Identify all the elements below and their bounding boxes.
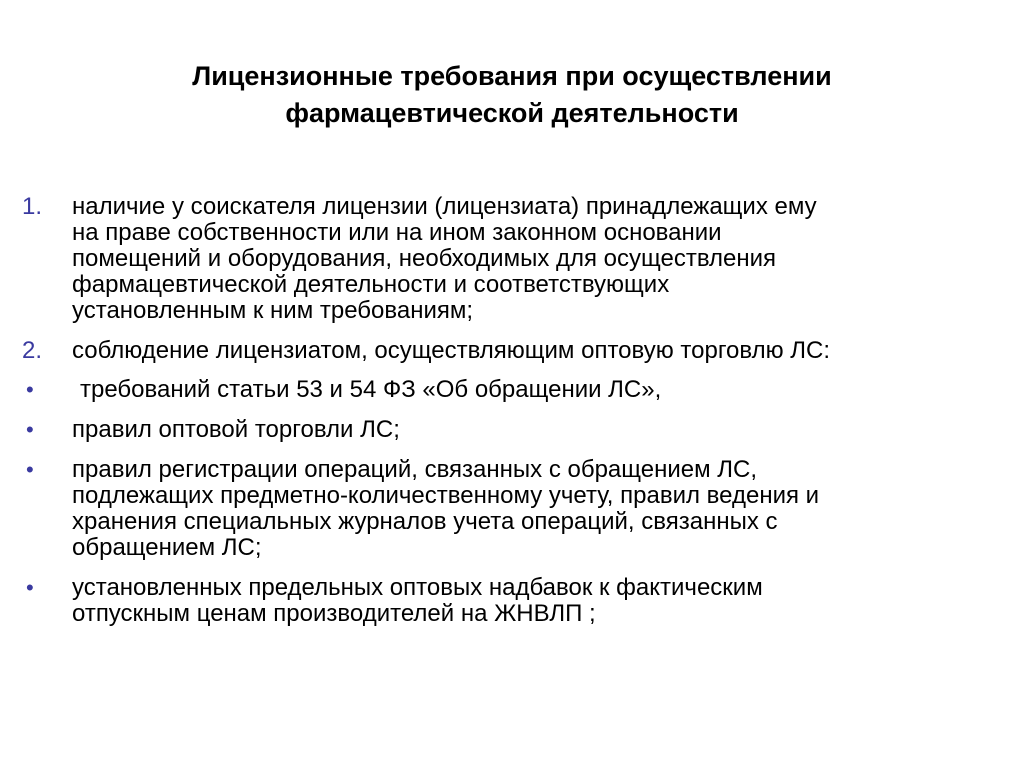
bullet-marker: • — [26, 457, 34, 482]
list-item-text-4 — [72, 417, 982, 443]
list-item-text-6 — [72, 575, 982, 627]
bullet-marker: • — [26, 575, 34, 600]
bullet-marker: • — [26, 417, 34, 442]
list-item-text-3 — [72, 377, 982, 403]
bullet-marker: • — [26, 377, 34, 402]
text-line: помещений и оборудования, необходимых для осуществления — [72, 245, 777, 272]
text-line: отпускным ценам производителей на ЖНВЛП ; — [72, 600, 596, 627]
list-item-3 — [22, 377, 982, 403]
list-item-5 — [22, 457, 982, 561]
title-line-2: фармацевтической деятельности — [285, 98, 739, 128]
text-line: подлежащих предметно-количественному учету, правил ведения и — [72, 482, 820, 509]
text-line: установленным к ним требованиям; — [72, 297, 474, 324]
list-marker-2: 2. — [22, 337, 43, 364]
list-item-text-2 — [72, 338, 982, 364]
requirements-list — [22, 194, 982, 627]
text-line: требований статьи 53 и 54 ФЗ «Об обращении ЛС», — [80, 376, 662, 403]
text-line: на праве собственности или на ином законном основании — [72, 219, 722, 246]
list-item-2 — [22, 338, 982, 364]
title-line-1: Лицензионные требования при осуществлении — [192, 61, 832, 91]
text-line: фармацевтической деятельности и соответствующих — [72, 271, 670, 298]
text-line: установленных предельных оптовых надбавок к фактическим — [72, 574, 763, 601]
list-marker-1: 1. — [22, 193, 43, 220]
list-item-text-1 — [72, 194, 982, 324]
text-line: хранения специальных журналов учета операций, связанных с — [72, 508, 778, 535]
list-item-text-5 — [72, 457, 982, 561]
text-line: правил оптовой торговли ЛС; — [72, 416, 400, 443]
list-item-6 — [22, 575, 982, 627]
list-item-1 — [22, 194, 982, 324]
text-line: наличие у соискателя лицензии (лицензиата) принадлежащих ему — [72, 193, 817, 220]
text-line: соблюдение лицензиатом, осуществляющим оптовую торговлю ЛС: — [72, 337, 831, 364]
slide-title — [60, 58, 964, 132]
list-item-4 — [22, 417, 982, 443]
text-line: обращением ЛС; — [72, 534, 262, 561]
text-line: правил регистрации операций, связанных с обращением ЛС, — [72, 456, 758, 483]
